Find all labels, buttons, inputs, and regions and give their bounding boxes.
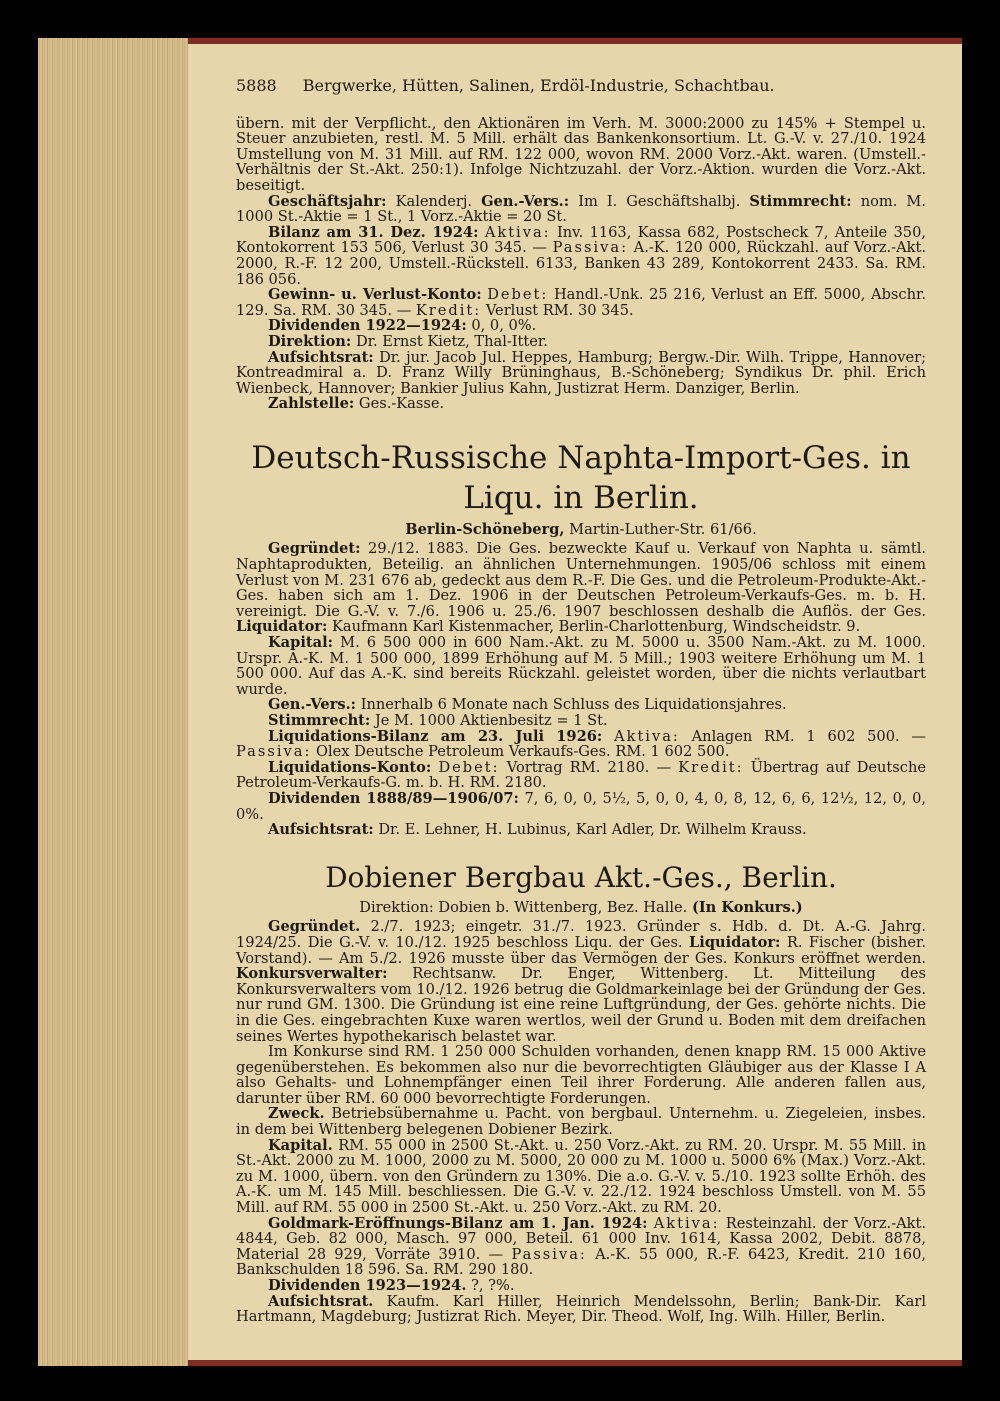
page [188, 44, 962, 1360]
naphta-dividenden: Dividenden 1888/89—1906/07: 7, 6, 0, 0, 5½, 5, 0, 0, 4, 0, 8, 12, 6, 6, 12½, 12, 0, 0, 0%. [236, 789, 927, 823]
dobiener-title: Dobiener Bergbau Akt.-Ges., Berlin. [325, 860, 837, 894]
prev-paragraph: übern. mit der Verpflicht., den Aktionären im Verh. M. 3000:2000 zu 145% + Stempel u. Steuer anzubieten, restl. M. 5 Mill. erhält das Bankenkonsortium. Lt. G.-V. v. 27./10. 1924 Umstellung von M. 31 Mill. auf RM. 122 000, wovon RM. 2000 Vorz.-Akt. waren. (Umstell.-Verhältnis der St.-Akt. 250:1). Infolge Nichtzuzahl. der Vorz.-Aktion. wurden die Vorz.-Akt. beseitigt. [236, 114, 926, 194]
prev-direktion: Direktion: Dr. Ernst Kietz, Thal-Itter. [268, 332, 548, 350]
prev-dividenden: Dividenden 1922—1924: 0, 0, 0%. [268, 317, 537, 335]
dobiener-konkurs: Im Konkurse sind RM. 1 250 000 Schulden vorhanden, denen knapp RM. 15 000 Aktive gegenüberstehen. Es bekommen also nur die bevorrechtigten Gläubiger aus der Klasse I A also Gehalts- und Lohnempfänger einen Teil ihrer Forderung. Alle anderen fallen aus, darunter über RM. 60 000 bevorrechtigte Forderungen. [236, 1043, 926, 1107]
dobiener-dividenden: Dividenden 1923—1924. ?, ?%. [268, 1277, 515, 1294]
naphta-aufsichtsrat: Aufsichtsrat: Dr. E. Lehner, H. Lubinus, Karl Adler, Dr. Wilhelm Krauss. [268, 821, 807, 839]
naphta-liqkonto: Liquidations-Konto: Debet: Vortrag RM. 2180. — Kredit: Übertrag auf Deutsche Petroleum-Verkaufs-G. m. b. H. RM. 2180. [236, 758, 926, 792]
naphta-bilanz: Liquidations-Bilanz am 23. Juli 1926: Aktiva: Anlagen RM. 1 602 500. — Passiva: Olex Deutsche Petroleum Verkaufs-Ges. RM. 1 602 500. [236, 727, 926, 761]
prev-zahlstelle: Zahlstelle: Ges.-Kasse. [268, 395, 445, 413]
dobiener-gegruendet: Gegründet. 2./7. 1923; eingetr. 31./7. 1923. Gründer s. Hdb. d. Dt. A.-G. Jahrg. 1924/25. Die G.-V. v. 10./12. 1925 beschloss Liqu. der Ges. Liquidator: R. Fischer (bisher. Vorstand). — Am 5./2. 1926 musste über das Vermögen der Ges. Konkurs eröffnet werden. Konkursverwalter: Rechtsanw. Dr. Enger, Wittenberg. Lt. Mitteilung des Konkursverwalters vom 10./12. 1926 betrug die Goldmarkeinlage bei der Gründung der Ges. nur rund GM. 1300. Die Gründung ist eine reine Luftgründung, der Ges. gehörte nichts. Die in die Ges. eingebrachten Kuxe waren wertlos, weil der Grund u. Boden mit dem dreifachen seines Wertes hypothekarisch belastet war. [236, 918, 927, 1045]
naphta-title: Deutsch-Russische Naphta-Import-Ges. in Liqu. in Berlin. [251, 439, 911, 516]
dobiener-bilanz: Goldmark-Eröffnungs-Bilanz am 1. Jan. 1924: Aktiva: Resteinzahl. der Vorz.-Akt. 4844, Geb. 82 000, Masch. 97 000, Beteil. 61 000 Inv. 1614, Kassa 2002, Debit. 8878, Material 28 929, Vorräte 3910. — Passiva: A.-K. 55 000, R.-F. 6423, Kredit. 210 160, Bankschulden 18 596. Sa. RM. 290 180. [236, 1214, 927, 1279]
dobiener-aufsichtsrat: Aufsichtsrat. Kaufm. Karl Hiller, Heinrich Mendelssohn, Berlin; Bank-Dir. Karl Hartmann, Magdeburg; Justizrat Rich. Meyer, Dir. Theod. Wolf, Ing. Wilh. Hiller, Berlin. [236, 1292, 927, 1326]
naphta-stimmrecht: Stimmrecht: Je M. 1000 Aktienbesitz = 1 St. [268, 712, 608, 729]
dobiener-zweck: Zweck. Betriebsübernahme u. Pacht. von bergbaul. Unternehm. u. Ziegeleien, insbes. in dem bei Wittenberg belegenen Dobiener Bezirk. [236, 1105, 926, 1139]
naphta-address: Berlin-Schöneberg, Martin-Luther-Str. 61/66. [405, 520, 757, 538]
running-header [236, 78, 926, 94]
dobiener-direktion: Direktion: Dobien b. Wittenberg, Bez. Halle. (In Konkurs.) [359, 898, 803, 916]
prev-info: Geschäftsjahr: Kalenderj. Gen.-Vers.: Im I. Geschäftshalbj. Stimmrecht: nom. M. 1000 St.-Aktie = 1 St., 1 Vorz.-Aktie = 20 St. [236, 192, 926, 226]
naphta-kapital: Kapital: M. 6 500 000 in 600 Nam.-Akt. zu M. 5000 u. 3500 Nam.-Akt. zu M. 1000. Urspr. A.-K. M. 1 500 000, 1899 Erhöhung auf M. 5 Mill.; 1903 weitere Erhöhung um M. 1 500 000. Auf das A.-K. sind bereits Rückzahl. geleistet worden, über die nichts verlautbart wurde. [236, 634, 926, 698]
naphta-gegruendet: Gegründet: 29./12. 1883. Die Ges. bezweckte Kauf u. Verkauf von Naphta u. sämtl. Naphtaprodukten, Beteilig. an ähnlichen Unternehmungen. 1905/06 schloss mit einem Verlust von M. 231 676 ab, gedeckt aus dem R.-F. Die Ges. und die Petroleum-Produkte-Akt.-Ges. haben sich am 1. Dez. 1906 in der Deutschen Petroleum-Verkaufs-Ges. m. b. H. vereinigt. Die G.-V. v. 7./6. 1906 u. 25./6. 1907 beschlossen deshalb die Auflös. der Ges. Liquidator: Kaufmann Karl Kistenmacher, Berlin-Charlottenburg, Windscheidstr. 9. [236, 540, 926, 636]
text-column [236, 78, 926, 1325]
prev-gewinn: Gewinn- u. Verlust-Konto: Debet: Handl.-Unk. 25 216, Verlust an Eff. 5000, Abschr. 129. Sa. RM. 30 345. — Kredit: Verlust RM. 30 345. [236, 286, 927, 319]
dobiener-kapital: Kapital. RM. 55 000 in 2500 St.-Akt. u. 250 Vorz.-Akt. zu RM. 20. Urspr. M. 55 Mill. in St.-Akt. 2000 zu M. 1000, 2000 zu M. 5000, 20 000 zu M. 1000 u. 5000 6% (Max.) Vorz.-Akt. zu M. 1000, übern. von den Gründern zu 130%. Die a.o. G.-V. v. 5./10. 1923 sollte Erhöh. des A.-K. um M. 145 Mill. beschliessen. Die G.-V. v. 22./12. 1924 beschloss Umstell. von M. 55 Mill. auf RM. 55 000 in 2500 St.-Akt. u. 250 Vorz.-Akt. zu RM. 20. [236, 1136, 927, 1217]
naphta-genvers: Gen.-Vers.: Innerhalb 6 Monate nach Schluss des Liquidationsjahres. [268, 696, 787, 714]
prev-aufsichtsrat: Aufsichtsrat: Dr. jur. Jacob Jul. Heppes, Hamburg; Bergw.-Dir. Wilh. Trippe, Hannover; Kontreadmiral a. D. Franz Willy Brüninghaus, B.-Schöneberg; Syndikus Dr. phil. Erich Wienbeck, Hannover; Bankier Julius Kahn, Justizrat Herm. Danziger, Berlin. [236, 348, 926, 397]
page-number: 5888 [236, 76, 277, 95]
page-edges [38, 38, 188, 1366]
prev-bilanz: Bilanz am 31. Dez. 1924: Aktiva: Inv. 1163, Kassa 682, Postscheck 7, Anteile 350, Kontokorrent 153 506, Verlust 30 345. — Passiva: A.-K. 120 000, Rückzahl. auf Vorz.-Akt. 2000, R.-F. 12 200, Umstell.-Rückstell. 6133, Banken 43 289, Kontokorrent 2433. Sa. RM. 186 056. [236, 223, 927, 288]
header-title: Bergwerke, Hütten, Salinen, Erdöl-Industrie, Schachtbau. [302, 76, 775, 95]
book [38, 38, 962, 1366]
